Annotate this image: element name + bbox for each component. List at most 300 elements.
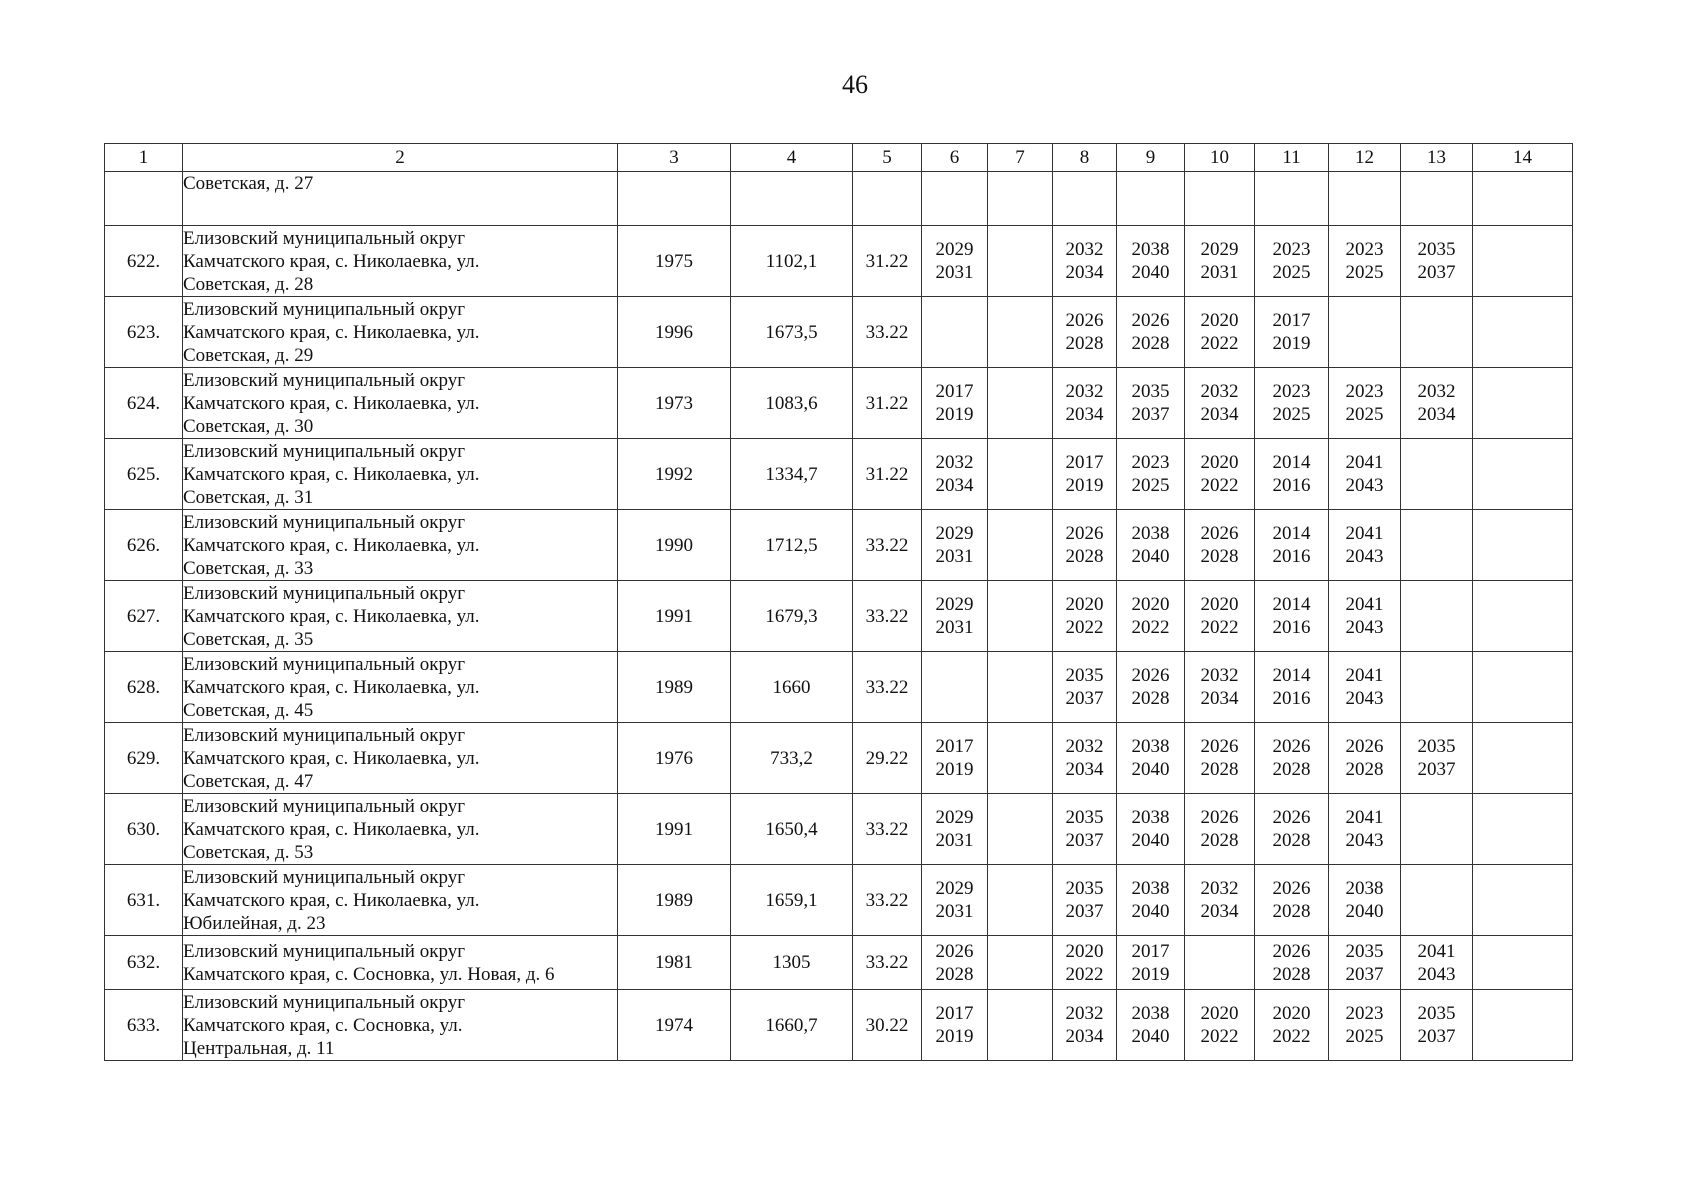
address-line: Елизовский муниципальный округ [183, 227, 465, 249]
period-cell [1401, 439, 1473, 510]
period-cell [1053, 936, 1117, 990]
period-cell [922, 865, 988, 936]
address-line: Камчатского края, с. Николаевка, ул. [183, 250, 480, 272]
area-cell: 1083,6 [731, 368, 853, 439]
address-line: Елизовский муниципальный округ [183, 991, 465, 1013]
period-year: 2017 [1131, 940, 1170, 962]
row-number-cell: 623. [105, 297, 183, 368]
period-cell [1329, 990, 1401, 1061]
empty-cell [1117, 172, 1185, 226]
period-cell [1053, 510, 1117, 581]
period-year: 2029 [935, 594, 974, 615]
period-cell [1053, 652, 1117, 723]
row-number-cell: 628. [105, 652, 183, 723]
period-cell [1255, 297, 1329, 368]
period-year: 2037 [1065, 830, 1104, 851]
period-cell [1117, 652, 1185, 723]
period-year: 2017 [935, 381, 974, 402]
period-year: 2034 [935, 475, 974, 496]
header-cell: 4 [731, 144, 853, 172]
row-number-cell: 622. [105, 226, 183, 297]
period-year: 2014 [1272, 523, 1311, 544]
period-year: 2022 [1065, 617, 1104, 638]
address-line: Камчатского края, с. Николаевка, ул. [183, 534, 480, 556]
period-year: 2028 [1200, 830, 1239, 851]
period-year: 2022 [1065, 963, 1104, 985]
address-line: Камчатского края, с. Николаевка, ул. [183, 321, 480, 343]
address-line: Камчатского края, с. Николаевка, ул. [183, 889, 480, 911]
period-cell [1117, 297, 1185, 368]
period-cell [1473, 297, 1573, 368]
period-year: 2022 [1200, 475, 1239, 496]
empty-cell [988, 172, 1053, 226]
period-cell [1185, 226, 1255, 297]
period-year: 2035 [1065, 665, 1104, 686]
period-cell [1255, 936, 1329, 990]
period-cell [1255, 368, 1329, 439]
period-year: 2035 [1065, 807, 1104, 828]
period-cell [922, 990, 988, 1061]
area-cell: 1673,5 [731, 297, 853, 368]
period-year: 2041 [1345, 523, 1384, 544]
period-year: 2034 [1065, 404, 1104, 425]
period-cell [1185, 297, 1255, 368]
address-cell [183, 439, 618, 510]
period-year: 2022 [1200, 1026, 1239, 1047]
period-cell [1117, 865, 1185, 936]
period-cell [1117, 581, 1185, 652]
period-year: 2022 [1131, 617, 1170, 638]
period-cell [1053, 439, 1117, 510]
period-cell [988, 990, 1053, 1061]
period-year: 2034 [1065, 759, 1104, 780]
period-year: 2040 [1131, 901, 1170, 922]
period-year: 2041 [1345, 665, 1384, 686]
period-year: 2019 [935, 759, 974, 780]
period-cell [1329, 226, 1401, 297]
code-cell: 33.22 [853, 581, 922, 652]
period-cell [1117, 226, 1185, 297]
row-number-cell: 624. [105, 368, 183, 439]
address-line: Советская, д. 33 [183, 557, 314, 579]
period-year: 2016 [1272, 475, 1311, 496]
address-line: Камчатского края, с. Николаевка, ул. [183, 392, 480, 414]
year-built-cell: 1974 [618, 990, 731, 1061]
address-line: Елизовский муниципальный округ [183, 724, 465, 746]
period-cell [1053, 581, 1117, 652]
row-number-cell: 627. [105, 581, 183, 652]
header-cell: 14 [1473, 144, 1573, 172]
period-year: 2019 [935, 1026, 974, 1047]
year-built-cell: 1992 [618, 439, 731, 510]
address-line: Юбилейная, д. 23 [183, 912, 326, 934]
period-cell [1329, 368, 1401, 439]
header-cell: 5 [853, 144, 922, 172]
table-row [105, 368, 1573, 439]
area-cell: 1334,7 [731, 439, 853, 510]
period-cell [1473, 226, 1573, 297]
period-cell [1401, 865, 1473, 936]
header-cell: 6 [922, 144, 988, 172]
period-cell [922, 368, 988, 439]
address-line: Советская, д. 29 [183, 344, 314, 366]
period-cell [988, 510, 1053, 581]
area-cell: 733,2 [731, 723, 853, 794]
period-cell [1185, 581, 1255, 652]
period-year: 2023 [1345, 381, 1384, 402]
row-number-cell: 631. [105, 865, 183, 936]
period-year: 2029 [935, 239, 974, 260]
header-cell: 8 [1053, 144, 1117, 172]
period-cell [1053, 297, 1117, 368]
period-year: 2043 [1345, 688, 1384, 709]
period-year: 2026 [1272, 807, 1311, 828]
period-cell [1117, 936, 1185, 990]
period-year: 2034 [1200, 901, 1239, 922]
header-cell: 3 [618, 144, 731, 172]
address-line: Камчатского края, с. Николаевка, ул. [183, 747, 480, 769]
period-year: 2017 [935, 736, 974, 757]
period-year: 2026 [1200, 736, 1239, 757]
period-year: 2035 [1065, 878, 1104, 899]
code-cell: 33.22 [853, 794, 922, 865]
period-cell [1185, 723, 1255, 794]
table-row [105, 652, 1573, 723]
period-cell [1401, 990, 1473, 1061]
period-cell [1117, 794, 1185, 865]
data-table [104, 143, 1573, 1061]
period-cell [1329, 794, 1401, 865]
page-number: 46 [842, 70, 868, 99]
period-year: 2025 [1345, 262, 1384, 283]
period-year: 2037 [1417, 759, 1456, 780]
period-year: 2037 [1417, 262, 1456, 283]
period-year: 2034 [1065, 1026, 1104, 1047]
period-cell [1255, 865, 1329, 936]
period-year: 2023 [1131, 452, 1170, 473]
code-cell: 31.22 [853, 368, 922, 439]
period-year: 2026 [1065, 310, 1104, 331]
area-cell: 1679,3 [731, 581, 853, 652]
period-year: 2026 [935, 940, 974, 962]
period-year: 2031 [1200, 262, 1239, 283]
table-row [105, 439, 1573, 510]
period-year: 2037 [1345, 963, 1384, 985]
period-cell [1473, 652, 1573, 723]
period-year: 2037 [1065, 688, 1104, 709]
code-cell: 30.22 [853, 990, 922, 1061]
period-cell [1473, 990, 1573, 1061]
period-year: 2043 [1345, 546, 1384, 567]
period-year: 2025 [1345, 1026, 1384, 1047]
area-cell: 1659,1 [731, 865, 853, 936]
period-year: 2014 [1272, 665, 1311, 686]
period-year: 2038 [1131, 523, 1170, 544]
area-cell: 1712,5 [731, 510, 853, 581]
header-cell: 2 [183, 144, 618, 172]
header-cell: 12 [1329, 144, 1401, 172]
period-year: 2022 [1200, 333, 1239, 354]
period-cell [1053, 990, 1117, 1061]
year-built-cell: 1989 [618, 652, 731, 723]
period-year: 2038 [1131, 1003, 1170, 1024]
period-year: 2028 [1272, 901, 1311, 922]
year-built-cell: 1996 [618, 297, 731, 368]
table-row [105, 510, 1573, 581]
period-year: 2023 [1345, 1003, 1384, 1024]
year-built-cell: 1991 [618, 794, 731, 865]
period-cell [988, 652, 1053, 723]
period-year: 2043 [1417, 963, 1456, 985]
header-cell: 11 [1255, 144, 1329, 172]
period-cell [922, 439, 988, 510]
period-year: 2029 [935, 807, 974, 828]
address-line: Советская, д. 53 [183, 841, 314, 863]
empty-cell [1329, 172, 1401, 226]
address-line: Советская, д. 35 [183, 628, 314, 650]
period-year: 2031 [935, 546, 974, 567]
period-cell [988, 581, 1053, 652]
period-year: 2026 [1272, 736, 1311, 757]
period-year: 2043 [1345, 475, 1384, 496]
address-cell [183, 865, 618, 936]
period-year: 2016 [1272, 617, 1311, 638]
period-year: 2031 [935, 617, 974, 638]
period-cell [1185, 865, 1255, 936]
continuation-row [105, 172, 1573, 226]
period-year: 2020 [1131, 594, 1170, 615]
period-cell [1473, 723, 1573, 794]
empty-cell [922, 172, 988, 226]
period-cell [1329, 723, 1401, 794]
period-year: 2019 [1272, 333, 1311, 354]
table-row [105, 297, 1573, 368]
period-cell [1401, 368, 1473, 439]
period-year: 2017 [1065, 452, 1104, 473]
period-year: 2028 [1065, 546, 1104, 567]
period-cell [988, 439, 1053, 510]
period-year: 2040 [1131, 262, 1170, 283]
table-body [105, 172, 1573, 1061]
area-cell: 1660 [731, 652, 853, 723]
table-row [105, 581, 1573, 652]
table-row [105, 936, 1573, 990]
period-cell [1185, 510, 1255, 581]
period-year: 2020 [1272, 1003, 1311, 1024]
address-line: Камчатского края, с. Николаевка, ул. [183, 463, 480, 485]
period-cell [1401, 581, 1473, 652]
address-line: Камчатского края, с. Сосновка, ул. Новая, д. 6 [183, 963, 555, 985]
period-year: 2020 [1200, 452, 1239, 473]
period-cell [1255, 990, 1329, 1061]
row-number-cell: 625. [105, 439, 183, 510]
period-year: 2028 [1065, 333, 1104, 354]
period-cell [988, 865, 1053, 936]
period-year: 2040 [1131, 759, 1170, 780]
code-cell: 31.22 [853, 439, 922, 510]
period-year: 2041 [1417, 940, 1456, 962]
period-cell [1473, 936, 1573, 990]
period-cell [922, 723, 988, 794]
period-cell [1185, 439, 1255, 510]
period-cell [1329, 936, 1401, 990]
period-year: 2029 [1200, 239, 1239, 260]
header-cell: 1 [105, 144, 183, 172]
period-year: 2017 [935, 1003, 974, 1024]
period-cell [922, 510, 988, 581]
area-cell: 1305 [731, 936, 853, 990]
header-cell: 13 [1401, 144, 1473, 172]
period-year: 2019 [1065, 475, 1104, 496]
empty-cell [1401, 172, 1473, 226]
address-line: Елизовский муниципальный округ [183, 369, 465, 391]
period-year: 2020 [1200, 594, 1239, 615]
period-cell [1473, 368, 1573, 439]
header-row [105, 144, 1573, 172]
period-year: 2031 [935, 830, 974, 851]
row-number-cell: 632. [105, 936, 183, 990]
address-line: Елизовский муниципальный округ [183, 653, 465, 675]
period-year: 2035 [1417, 736, 1456, 757]
period-year: 2023 [1272, 381, 1311, 402]
period-year: 2037 [1417, 1026, 1456, 1047]
address-line: Елизовский муниципальный округ [183, 298, 465, 320]
period-year: 2043 [1345, 830, 1384, 851]
period-cell [922, 652, 988, 723]
row-number-cell: 630. [105, 794, 183, 865]
period-cell [1401, 794, 1473, 865]
period-cell [1053, 865, 1117, 936]
period-cell [1255, 723, 1329, 794]
row-number-cell: 626. [105, 510, 183, 581]
period-cell [922, 581, 988, 652]
empty-cell [731, 172, 853, 226]
address-line: Елизовский муниципальный округ [183, 511, 465, 533]
period-cell [1053, 723, 1117, 794]
empty-cell [1255, 172, 1329, 226]
address-line: Елизовский муниципальный округ [183, 866, 465, 888]
empty-cell [853, 172, 922, 226]
address-line: Камчатского края, с. Николаевка, ул. [183, 605, 480, 627]
year-built-cell: 1989 [618, 865, 731, 936]
area-cell: 1650,4 [731, 794, 853, 865]
period-year: 2014 [1272, 594, 1311, 615]
period-year: 2029 [935, 878, 974, 899]
table-row [105, 990, 1573, 1061]
address-cell [183, 794, 618, 865]
period-year: 2038 [1131, 736, 1170, 757]
period-cell [1473, 794, 1573, 865]
period-year: 2025 [1345, 404, 1384, 425]
period-year: 2041 [1345, 594, 1384, 615]
period-cell [922, 297, 988, 368]
period-year: 2028 [935, 963, 974, 985]
period-year: 2038 [1131, 239, 1170, 260]
period-year: 2025 [1131, 475, 1170, 496]
period-year: 2025 [1272, 404, 1311, 425]
period-cell [1255, 652, 1329, 723]
header-cell: 10 [1185, 144, 1255, 172]
period-year: 2032 [1065, 736, 1104, 757]
period-cell [1185, 368, 1255, 439]
period-year: 2023 [1345, 239, 1384, 260]
period-year: 2040 [1131, 830, 1170, 851]
period-cell [1255, 794, 1329, 865]
period-cell [988, 297, 1053, 368]
address-line: Елизовский муниципальный округ [183, 440, 465, 462]
period-year: 2019 [935, 404, 974, 425]
period-year: 2040 [1131, 546, 1170, 567]
period-cell [988, 368, 1053, 439]
period-year: 2016 [1272, 688, 1311, 709]
period-cell [1185, 652, 1255, 723]
period-year: 2035 [1417, 1003, 1456, 1024]
address-cell [183, 297, 618, 368]
period-cell [988, 936, 1053, 990]
period-year: 2035 [1131, 381, 1170, 402]
row-number-cell: 633. [105, 990, 183, 1061]
address-cell [183, 172, 618, 226]
period-cell [1401, 936, 1473, 990]
period-cell [1329, 865, 1401, 936]
period-year: 2028 [1131, 333, 1170, 354]
period-cell [988, 723, 1053, 794]
period-cell [1473, 439, 1573, 510]
period-year: 2020 [1065, 940, 1104, 962]
address-cell [183, 723, 618, 794]
period-year: 2034 [1065, 262, 1104, 283]
period-cell [1401, 652, 1473, 723]
period-year: 2040 [1345, 901, 1384, 922]
period-year: 2023 [1272, 239, 1311, 260]
code-cell: 33.22 [853, 936, 922, 990]
period-year: 2031 [935, 901, 974, 922]
period-year: 2022 [1272, 1026, 1311, 1047]
period-cell [1117, 439, 1185, 510]
period-cell [1401, 226, 1473, 297]
address-line: Советская, д. 47 [183, 770, 314, 792]
period-cell [1329, 439, 1401, 510]
code-cell: 33.22 [853, 865, 922, 936]
period-year: 2014 [1272, 452, 1311, 473]
period-year: 2032 [1417, 381, 1456, 402]
period-cell [1185, 936, 1255, 990]
address-cell [183, 226, 618, 297]
empty-cell [1053, 172, 1117, 226]
table-row [105, 226, 1573, 297]
period-year: 2028 [1272, 830, 1311, 851]
period-year: 2020 [1200, 1003, 1239, 1024]
period-year: 2035 [1417, 239, 1456, 260]
row-number-cell: 629. [105, 723, 183, 794]
period-cell [1117, 510, 1185, 581]
code-cell: 31.22 [853, 226, 922, 297]
address-line: Советская, д. 27 [183, 173, 314, 194]
year-built-cell: 1981 [618, 936, 731, 990]
period-year: 2032 [1065, 1003, 1104, 1024]
table-row [105, 865, 1573, 936]
year-built-cell: 1975 [618, 226, 731, 297]
period-year: 2041 [1345, 807, 1384, 828]
period-cell [1473, 510, 1573, 581]
period-year: 2043 [1345, 617, 1384, 638]
period-cell [1053, 794, 1117, 865]
period-cell [1255, 581, 1329, 652]
address-line: Советская, д. 30 [183, 415, 314, 437]
area-cell: 1102,1 [731, 226, 853, 297]
period-year: 2034 [1200, 688, 1239, 709]
period-year: 2026 [1272, 940, 1311, 962]
